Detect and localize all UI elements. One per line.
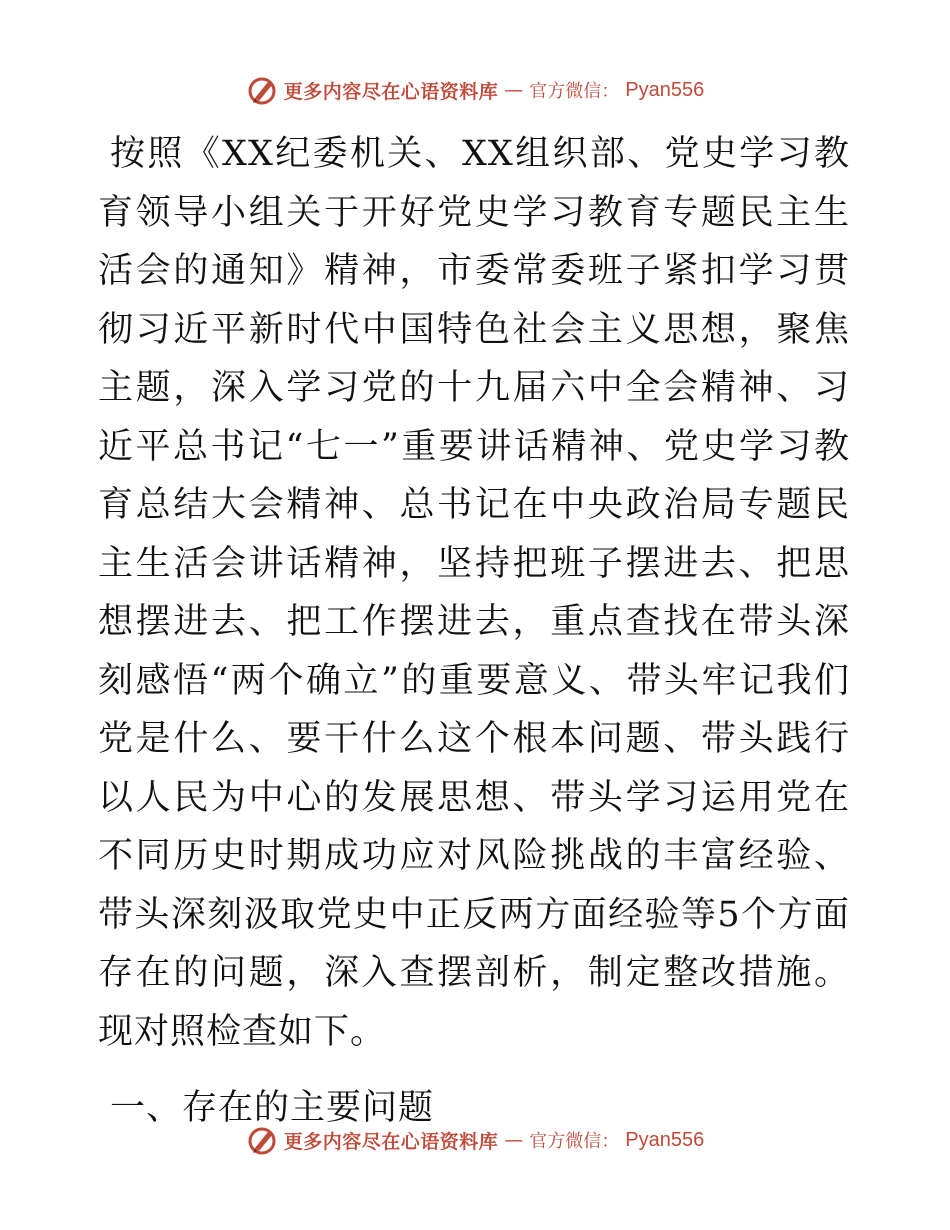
header-watermark-banner [0, 70, 950, 110]
banner-wechat-label: 官方微信： [529, 1131, 620, 1152]
banner-text: 更多内容尽在心语资料库 [283, 1130, 499, 1153]
banner-dash: — [504, 1129, 524, 1151]
banner-wechat-id: Pyan556 [625, 78, 705, 101]
banner-wechat-id: Pyan556 [625, 1128, 705, 1151]
banner-dash: — [504, 79, 524, 101]
banner-wechat-label: 官方微信： [529, 81, 620, 102]
body-paragraph: 按照《XX纪委机关、XX组织部、党史学习教育领导小组关于开好党史学习教育专题民主生活会的通知》精神，市委常委班子紧扣学习贯彻习近平新时代中国特色社会主义思想，聚焦主题，深入学习党的十九届六中全会精神、习近平总书记“七一”重要讲话精神、党史学习教育总结大会精神、总书记在中央政治局专题民主生活会讲话精神，坚持把班子摆进去、把思想摆进去、把工作摆进去，重点查找在带头深刻感悟“两个确立”的重要意义、带头牢记我们党是什么、要干什么这个根本问题、带头践行以人民为中心的发展思想、带头学习运用党在不同历史时期成功应对风险挑战的丰富经验、带头深刻汲取党史中正反两方面经验等5个方面存在的问题，深入查摆剖析，制定整改措施。现对照检查如下。 [98, 134, 850, 1052]
pen-logo-icon [246, 1124, 278, 1156]
banner-text: 更多内容尽在心语资料库 [283, 80, 499, 103]
section-heading: 一、存在的主要问题 [110, 1088, 435, 1128]
document-body [98, 125, 850, 1138]
footer-watermark-banner [0, 1120, 950, 1160]
pen-logo-icon [246, 74, 278, 106]
